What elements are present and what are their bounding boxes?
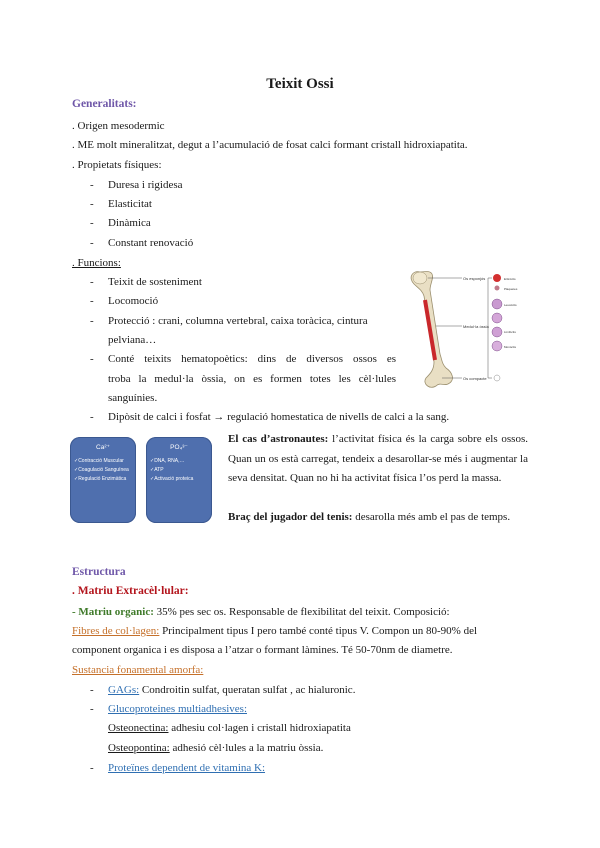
cell-label: Plaquetes (504, 287, 518, 291)
leukocyte-icon (492, 313, 502, 323)
bone-label: Medul·la òssia (463, 324, 489, 329)
osteonectina-text: adhesiu col·lagen i cristall hidroxiapatita (168, 722, 351, 734)
bone-label: Os esponjós (463, 276, 486, 281)
generalitats-line-propietats: . Propietats físiques: (72, 159, 162, 171)
osteonectina-line (108, 721, 351, 735)
bullet-dash: - (90, 684, 94, 696)
funcions-heading: . Funcions: (72, 257, 121, 269)
monocyte-icon (492, 341, 502, 351)
bullet-dash: - (90, 295, 94, 307)
generalitats-line-origen: . Origen mesodermic (72, 120, 165, 132)
lymphocyte-icon (492, 327, 502, 337)
funcio-text: Conté teixits hematopoètics: dins de diversos ossos es (108, 353, 396, 365)
bullet-dash: - (90, 198, 94, 210)
fibres-line-2: component organica i es disposa a l’atzar o formant làmines. Té 50-70nm de diametre. (72, 644, 453, 656)
platelet-icon (495, 286, 500, 291)
bullet-dash: - (90, 703, 94, 715)
bullet-dash: - (90, 179, 94, 191)
funcio-text: Teixit de sosteniment (108, 276, 202, 288)
femur-bone-icon (411, 272, 452, 388)
cell-label: Eritròcits (504, 277, 516, 281)
osteopontina-label: Osteopontina: (108, 742, 170, 754)
phosphate-box (146, 437, 212, 523)
tenis-paragraph (228, 508, 528, 528)
gags-line (108, 683, 355, 697)
funcio-continuation: troba la medul·la òssia, on es formen totes les cèl·lules (108, 373, 396, 385)
osteonectina-label: Osteonectina: (108, 722, 169, 734)
gags-text: Condroitin sulfat, queratan sulfat , ac hialuronic. (139, 684, 356, 696)
funcio-text: Locomoció (108, 295, 159, 307)
propietat-text: Duresa i rigidesa (108, 179, 183, 191)
organic-text: 35% pes sec os. Responsable de flexibilitat del teixit. Composició: (153, 606, 450, 618)
osteocyte-icon (494, 375, 500, 381)
bullet-dash: - (90, 315, 94, 327)
phosphate-title: PO₄³⁻ (170, 444, 188, 451)
funcio-text: Protecció : crani, columna vertebral, caixa toràcica, cintura (108, 315, 368, 327)
bullet-dash: - (90, 762, 94, 774)
cell-label: Limfòcits (504, 330, 516, 334)
osteopontina-text: adhesió cèl·lules a la matriu òssia. (169, 742, 324, 754)
propietat-text: Elasticitat (108, 198, 152, 210)
astronautes-bold: El cas d’astronautes: (228, 433, 329, 445)
erythrocyte-icon (493, 274, 501, 282)
estructura-heading: Estructura (72, 566, 126, 578)
leukocyte-icon (492, 299, 502, 309)
gags-label: GAGs: (108, 684, 140, 696)
organic-label: - Matriu organic: (72, 606, 154, 618)
generalitats-heading: Generalitats: (72, 98, 137, 110)
gluco-label: Glucoproteines multiadhesives: (108, 703, 247, 715)
phosphate-item: ✓ATP (150, 467, 164, 473)
bullet-dash: - (90, 353, 94, 365)
calcium-item: ✓Contracció Muscular (74, 458, 124, 464)
matriu-heading: . Matriu Extracèl·lular: (72, 585, 189, 597)
calcium-item: ✓Coagulació Sanguínea (74, 467, 129, 473)
cell-label: Monòcits (504, 345, 517, 349)
propietat-text: Constant renovació (108, 237, 194, 249)
calcium-title: Ca²⁺ (96, 444, 110, 451)
bone-figure (400, 266, 530, 396)
bullet-dash: - (90, 411, 94, 423)
fibres-text: Principalment tipus I pero també conté tipus V. Compon un 80-90% del (159, 625, 478, 637)
fibres-line (72, 624, 477, 638)
calcium-item: ✓Regulació Enzimàtica (74, 476, 127, 482)
bullet-dash: - (90, 237, 94, 249)
funcio-continuation: pelviana… (108, 334, 157, 346)
matriu-organic-line (72, 605, 450, 619)
funcio-text: Dipòsit de calci i fosfat → regulació homestatica de nivells de calci a la sang. (108, 411, 450, 423)
cell-label: Leucòcits (504, 303, 517, 307)
sustancia-heading: Sustancia fonamental amorfa: (72, 664, 204, 676)
bullet-dash: - (90, 276, 94, 288)
proteines-label: Proteïnes dependent de vitamina K: (108, 762, 266, 774)
bullet-dash: - (90, 217, 94, 229)
calcium-box (70, 437, 136, 523)
bone-label: Os compacte (463, 376, 487, 381)
tenis-text: desarolla més amb el pas de temps. (352, 511, 511, 523)
phosphate-item: ✓Activació proteica (150, 476, 194, 482)
osteopontina-line (108, 741, 323, 755)
generalitats-line-me: . ME molt mineralitzat, degut a l’acumulació de fosat calci formant cristall hidroxiapatita. (72, 139, 468, 151)
astronautes-paragraph (228, 430, 528, 489)
fibres-label: Fibres de col·lagen: (72, 625, 160, 637)
funcio-continuation: sanguínies. (108, 392, 158, 404)
astronautes-text: l’activitat física és la carga sobre els ossos. Quan un os està carregat, tendeix a desarollar-se més i augmentar la seva densitat. Quan no hi ha activitat física l’os perd la massa. (228, 433, 528, 484)
propietat-text: Dinàmica (108, 217, 151, 229)
page-title: Teixit Ossi (266, 76, 334, 92)
phosphate-item: ✓DNA, RNA,… (150, 458, 185, 464)
tenis-bold: Braç del jugador del tenis: (228, 511, 353, 523)
